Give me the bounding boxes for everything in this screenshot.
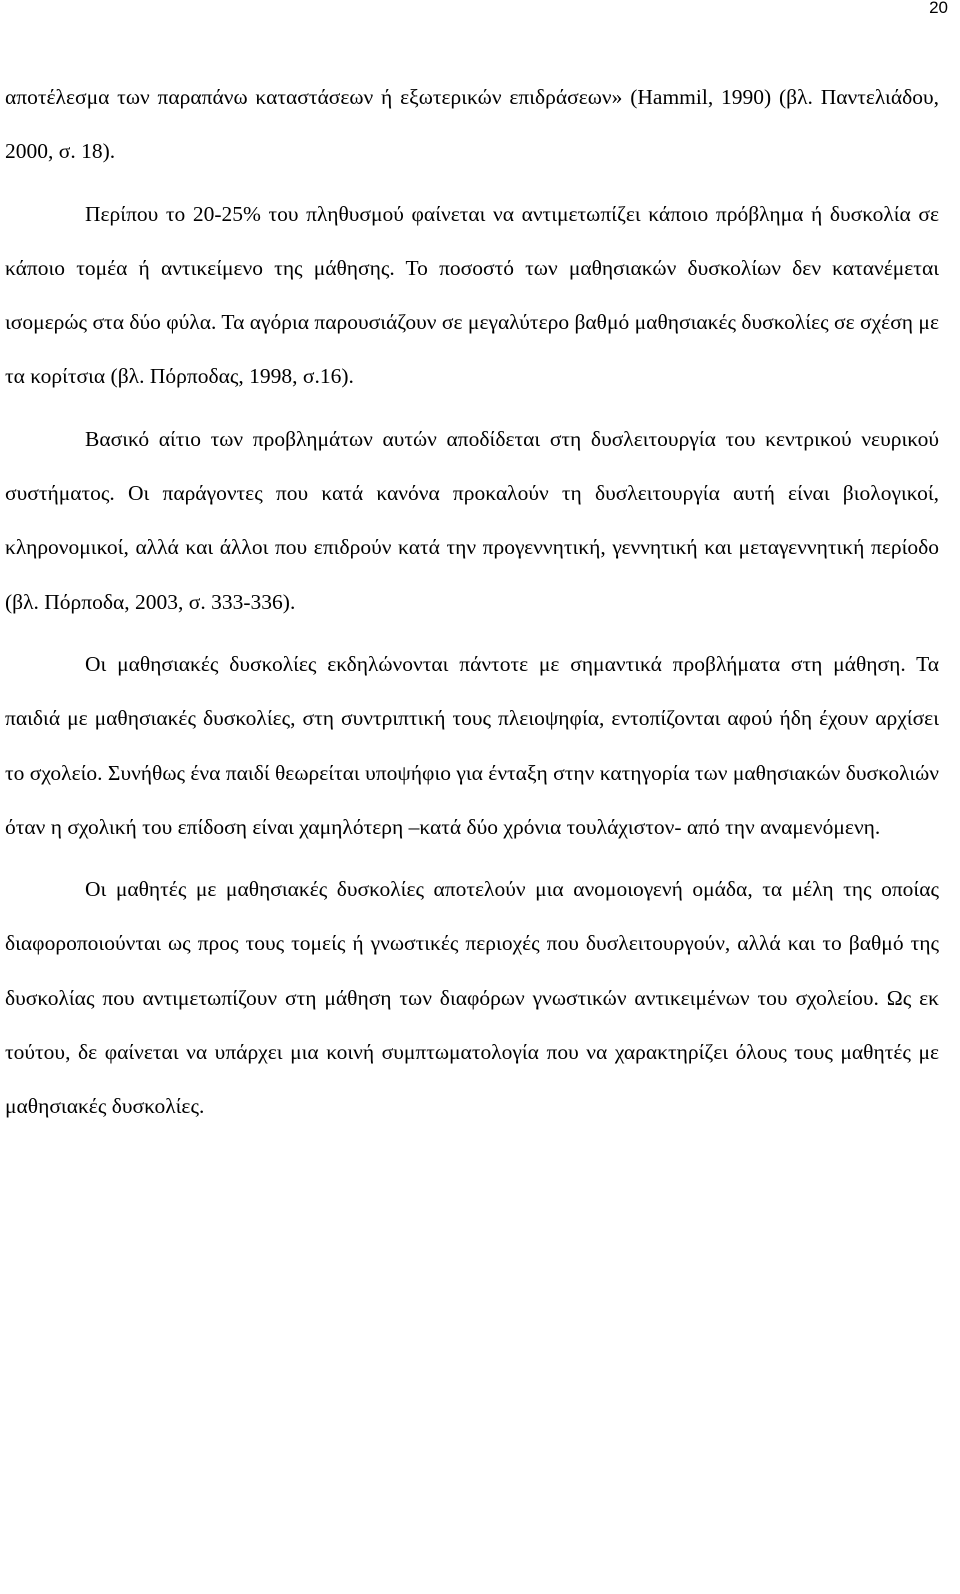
paragraph-heterogeneity: Οι μαθητές με μαθησιακές δυσκολίες αποτελούν μια ανομοιογενή ομάδα, τα μέλη της οποίας διαφοροποιούνται ως προς τους τομείς ή γνωστικές περιοχές που δυσλειτουργούν, αλλά και το βαθμό της δυσκολίας που αντιμετωπίζουν στη μάθηση των διαφόρων γνωστικών αντικειμένων του σχολείου. Ως εκ τούτου, δε φαίνεται να υπάρχει μια κοινή συμπτωματολογία που να χαρακτηρίζει όλους τους μαθητές με μαθησιακές δυσκολίες.	[5, 877, 939, 1119]
page-number: 20	[929, 0, 948, 17]
paragraph-continuation: αποτέλεσμα των παραπάνω καταστάσεων ή εξωτερικών επιδράσεων» (Hammil, 1990) (βλ. Παντελιάδου, 2000, σ. 18).	[5, 85, 939, 164]
paragraph-causes: Βασικό αίτιο των προβλημάτων αυτών αποδίδεται στη δυσλειτουργία του κεντρικού νευρικού συστήματος. Οι παράγοντες που κατά κανόνα προκαλούν τη δυσλειτουργία αυτή είναι βιολογικοί, κληρονομικοί, αλλά και άλλοι που επιδρούν κατά την προγεννητική, γεννητική και μεταγεννητική περίοδο (βλ. Πόρποδα, 2003, σ. 333-336).	[5, 426, 939, 614]
document-body	[5, 70, 939, 1134]
paragraph-manifestation: Οι μαθησιακές δυσκολίες εκδηλώνονται πάντοτε με σημαντικά προβλήματα στη μάθηση. Τα παιδιά με μαθησιακές δυσκολίες, στη συντριπτική τους πλειοψηφία, εντοπίζονται αφού ήδη έχουν αρχίσει το σχολείο. Συνήθως ένα παιδί θεωρείται υποψήφιο για ένταξη στην κατηγορία των μαθησιακών δυσκολιών όταν η σχολική του επίδοση είναι χαμηλότερη –κατά δύο χρόνια τουλάχιστον- από την αναμενόμενη.	[5, 651, 939, 839]
paragraph-prevalence: Περίπου το 20-25% του πληθυσμού φαίνεται να αντιμετωπίζει κάποιο πρόβλημα ή δυσκολία σε κάποιο τομέα ή αντικείμενο της μάθησης. Το ποσοστό των μαθησιακών δυσκολίων δεν κατανέμεται ισομερώς στα δύο φύλα. Τα αγόρια παρουσιάζουν σε μεγαλύτερο βαθμό μαθησιακές δυσκολίες σε σχέση με τα κορίτσια (βλ. Πόρποδας, 1998, σ.16).	[5, 201, 939, 389]
